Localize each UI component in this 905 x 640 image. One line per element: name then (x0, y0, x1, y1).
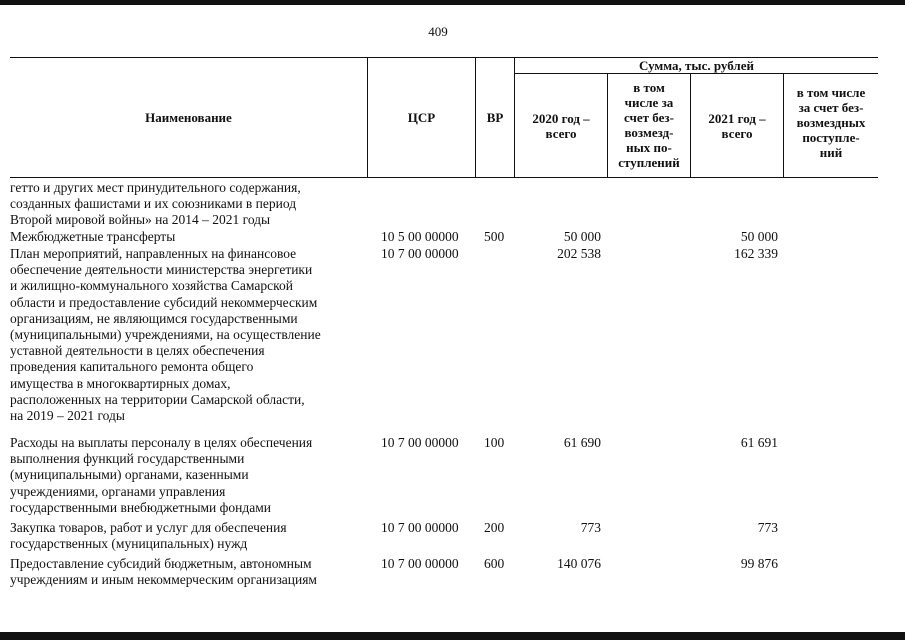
row-name-line: Закупка товаров, работ и услуг для обеспечения (10, 520, 287, 535)
row-name-line: учреждениями, органами управления (10, 483, 226, 499)
row-csr: 10 7 00 00000 (381, 556, 459, 571)
row-2021-total: 50 000 (740, 229, 778, 244)
header-2021-grants-line: ний (819, 145, 843, 160)
header-2020-grants (608, 80, 690, 170)
row-2021-total: 61 691 (740, 435, 778, 450)
row-2020-total: 202 538 (557, 246, 601, 261)
page-number: 409 (428, 24, 448, 39)
header-2021-grants-line: возмездных (796, 115, 866, 130)
row-2020-total: 61 690 (563, 435, 601, 450)
header-2021-total (691, 111, 783, 141)
row-csr: 10 7 00 00000 (381, 520, 459, 535)
row-name-line: Предоставление субсидий бюджетным, автономным (10, 556, 312, 571)
row-name-line: организациям, не являющимся государственными (10, 310, 298, 326)
row-2020-total: 140 076 (557, 556, 601, 571)
row-name-line: государственными внебюджетными фондами (10, 499, 272, 515)
row-name-line: гетто и других мест принудительного содержания, (10, 180, 301, 195)
header-2020-grants-line: ступлений (618, 155, 680, 170)
row-vr: 100 (484, 435, 505, 450)
row-name (10, 556, 368, 588)
row-name-line: имущества в многоквартирных домах, (10, 375, 231, 391)
header-2021-total-line: всего (721, 126, 753, 141)
header-2021-grants-line: в том числе (796, 85, 866, 100)
header-2020-grants-line: ных по- (626, 140, 672, 155)
sum-group-rule (514, 73, 878, 74)
row-name (10, 180, 368, 229)
row-name-line: и жилищно-коммунального хозяйства Самарской (10, 278, 293, 294)
header-sum-group: Сумма, тыс. рублей (639, 58, 754, 73)
row-name-line: (муниципальными) органами, казенными (10, 467, 249, 483)
header-2021-grants-line: за счет без- (798, 100, 864, 115)
row-name-line: Расходы на выплаты персоналу в целях обеспечения (10, 435, 313, 450)
row-name-line: (муниципальными) учреждениями, на осуществление (10, 327, 321, 343)
row-vr: 600 (484, 556, 505, 571)
row-2021-total: 773 (757, 520, 778, 535)
row-name-line: на 2019 – 2021 годы (10, 408, 125, 424)
top-border (0, 0, 905, 5)
bottom-border (0, 632, 905, 640)
row-name (10, 520, 368, 552)
row-vr: 200 (484, 520, 505, 535)
row-name (10, 435, 368, 516)
row-name-line: учреждениям и иным некоммерческим организациям (10, 572, 317, 588)
row-name-line: выполнения функций государственными (10, 451, 245, 467)
row-name-line: созданных фашистами и их союзниками в период (10, 196, 297, 212)
row-2020-total: 50 000 (563, 229, 601, 244)
row-name (10, 246, 368, 424)
row-csr: 10 5 00 00000 (381, 229, 459, 244)
row-name-line: области и предоставление субсидий некоммерческим (10, 294, 318, 310)
row-vr: 500 (484, 229, 505, 244)
row-name-line: государственных (муниципальных) нужд (10, 536, 248, 552)
row-2020-total: 773 (580, 520, 601, 535)
header-2020-grants-line: возмезд- (624, 125, 674, 140)
row-csr: 10 7 00 00000 (381, 435, 459, 450)
header-vr: ВР (486, 110, 504, 125)
header-2021-grants (784, 85, 878, 160)
header-2021-total-line: 2021 год – (708, 111, 766, 126)
row-name-line: уставной деятельности в целях обеспечения (10, 343, 265, 359)
header-bottom-rule (10, 177, 878, 178)
header-2020-grants-line: в том (633, 80, 665, 95)
row-name-line: План мероприятий, направленных на финансовое (10, 246, 297, 261)
header-2020-total-line: 2020 год – (532, 111, 590, 126)
header-2020-total (515, 111, 607, 141)
header-name: Наименование (145, 110, 232, 125)
row-name-line: обеспечение деятельности министерства энергетики (10, 262, 313, 278)
row-name-line: проведения капитального ремонта общего (10, 359, 254, 375)
row-name (10, 229, 368, 245)
row-name-line: Межбюджетные трансферты (10, 229, 176, 244)
header-2020-grants-line: числе за (624, 95, 674, 110)
header-2020-grants-line: счет без- (624, 110, 674, 125)
header-2020-total-line: всего (545, 126, 577, 141)
row-csr: 10 7 00 00000 (381, 246, 459, 261)
row-2021-total: 162 339 (734, 246, 778, 261)
header-2021-grants-line: поступле- (802, 130, 860, 145)
row-2021-total: 99 876 (740, 556, 778, 571)
row-name-line: расположенных на территории Самарской области, (10, 391, 305, 407)
header-csr: ЦСР (407, 110, 436, 125)
row-name-line: Второй мировой войны» на 2014 – 2021 годы (10, 212, 271, 228)
